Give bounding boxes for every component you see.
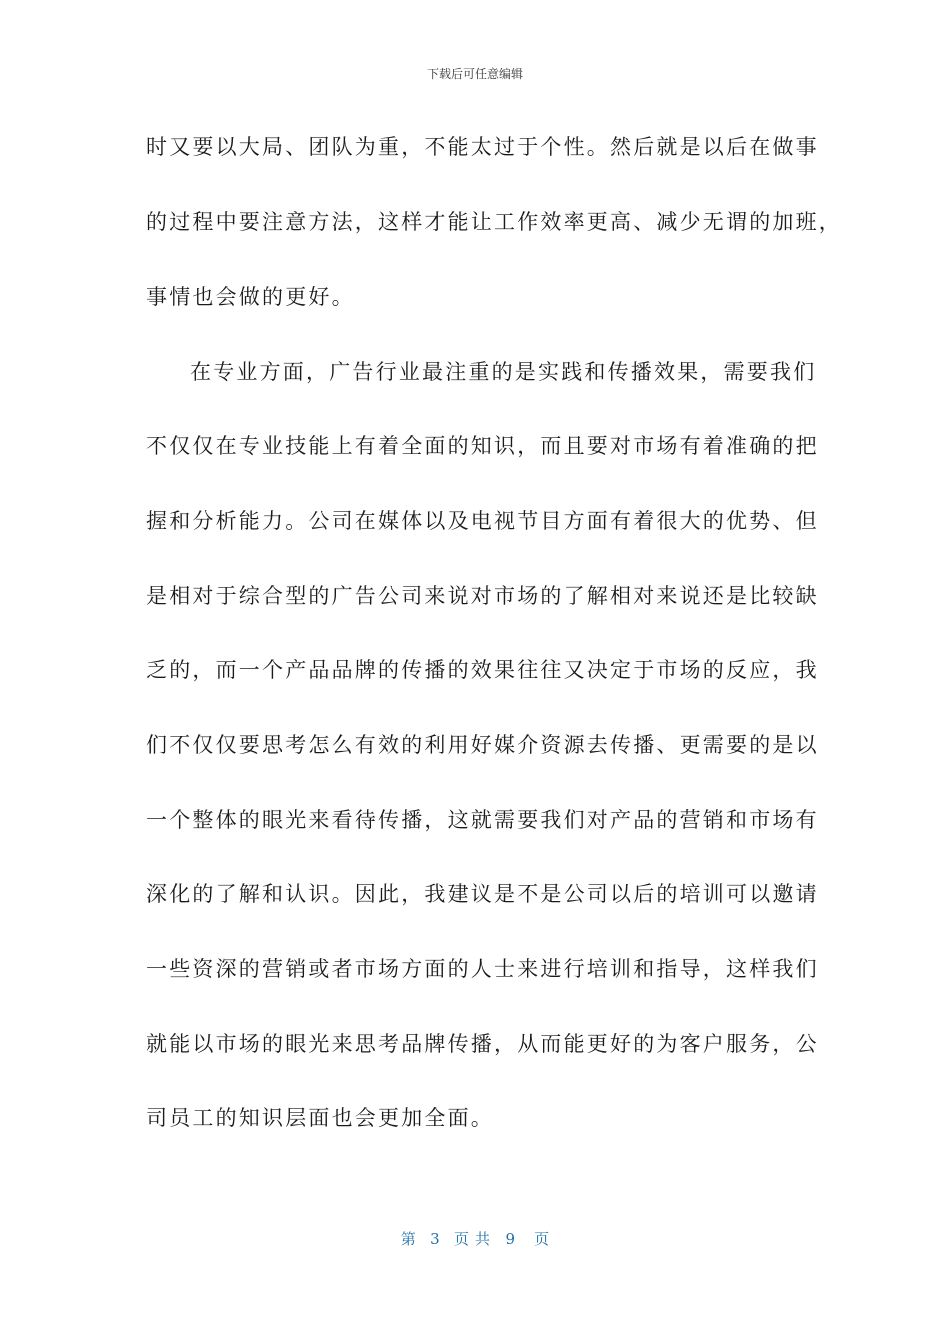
footer-middle: 页共 [453, 1230, 496, 1248]
paragraph-2-line-9: 一些资深的营销或者市场方面的人士来进行培训和指导，这样我们 [146, 957, 819, 981]
footer-total-pages: 9 [505, 1230, 516, 1248]
paragraph-2-line-8: 深化的了解和认识。因此，我建议是不是公司以后的培训可以邀请 [146, 882, 819, 906]
paragraph-2-line-4: 是相对于综合型的广告公司来说对市场的了解相对来说还是比较缺 [146, 584, 819, 608]
paragraph-2-line-7: 一个整体的眼光来看待传播，这就需要我们对产品的营销和市场有 [146, 808, 819, 832]
paragraph-1-line-3: 事情也会做的更好。 [146, 285, 355, 309]
paragraph-2-line-6: 们不仅仅要思考怎么有效的利用好媒介资源去传播、更需要的是以 [146, 733, 819, 757]
paragraph-2-line-10: 就能以市场的眼光来思考品牌传播，从而能更好的为客户服务，公 [146, 1032, 819, 1056]
paragraph-2-line-3: 握和分析能力。公司在媒体以及电视节目方面有着很大的优势、但 [146, 509, 819, 533]
paragraph-2-line-5: 乏的，而一个产品品牌的传播的效果往往又决定于市场的反应，我 [146, 658, 819, 682]
page-header: 下载后可任意编辑 [426, 67, 523, 81]
page-footer [0, 1229, 950, 1249]
footer-prefix: 第 [400, 1230, 416, 1248]
footer-current-page: 3 [430, 1230, 440, 1248]
paragraph-1-line-2: 的过程中要注意方法，这样才能让工作效率更高、减少无谓的加班， [146, 210, 842, 234]
paragraph-1-line-1: 时又要以大局、团队为重，不能太过于个性。然后就是以后在做事 [146, 135, 819, 159]
paragraph-2-line-1: 在专业方面，广告行业最注重的是实践和传播效果，需要我们 [190, 360, 817, 384]
paragraph-2-line-11: 司员工的知识层面也会更加全面。 [146, 1106, 494, 1130]
footer-suffix: 页 [534, 1230, 550, 1248]
paragraph-2-line-2: 不仅仅在专业技能上有着全面的知识，而且要对市场有着准确的把 [146, 434, 819, 458]
